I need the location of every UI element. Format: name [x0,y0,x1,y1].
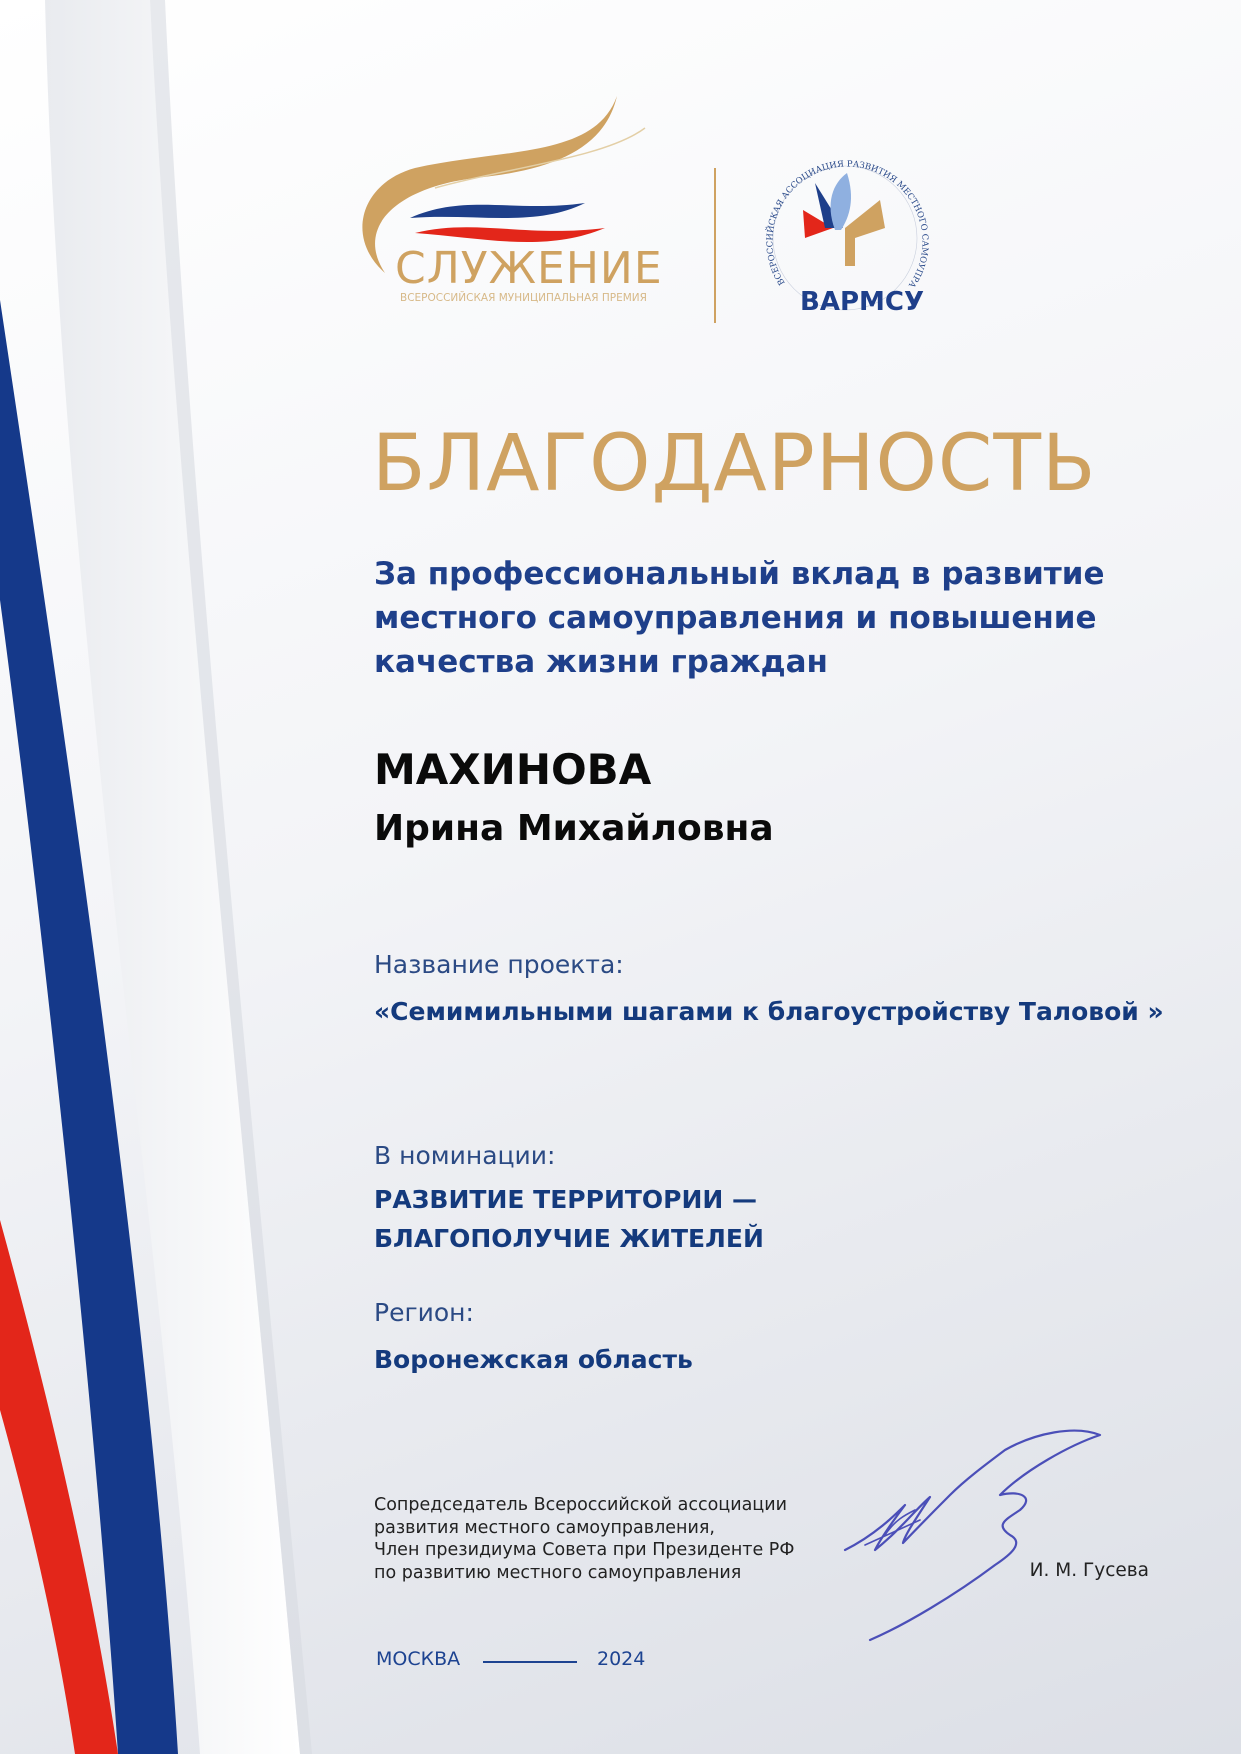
svg-text:ВСЕРОССИЙСКАЯ МУНИЦИПАЛЬНАЯ ПР: ВСЕРОССИЙСКАЯ МУНИЦИПАЛЬНАЯ ПРЕМИЯ [400,292,647,304]
nomination-label: В номинации: [374,1141,556,1170]
nomination-line-1: РАЗВИТИЕ ТЕРРИТОРИИ — [374,1185,758,1214]
svg-text:СЛУЖЕНИЕ: СЛУЖЕНИЕ [395,243,663,294]
tricolor-ribbon-decoration [0,0,330,1754]
handwritten-signature [835,1425,1120,1645]
footer-city: МОСКВА [376,1648,461,1670]
footer-divider [483,1661,577,1663]
signer-position [374,1494,794,1584]
position-line: Член президиума Совета при Президенте РФ [374,1540,795,1560]
svg-text:ВСЕРОССИЙСКАЯ АССОЦИАЦИЯ РАЗВИ: ВСЕРОССИЙСКАЯ АССОЦИАЦИЯ РАЗВИТИЯ МЕСТНОГО САМОУПРА [765,159,930,290]
project-label: Название проекта: [374,950,624,979]
signer-name: И. М. Гусева [1029,1560,1149,1581]
certificate-title: БЛАГОДАРНОСТЬ [372,419,1097,509]
region-label: Регион: [374,1298,474,1327]
recipient-given-names: Ирина Михайловна [374,808,774,849]
logos-header [355,88,955,328]
project-name: «Семимильными шагами к благоустройству Таловой » [374,997,1164,1026]
footer-year: 2024 [597,1648,646,1670]
position-line: Сопредседатель Всероссийской ассоциации [374,1495,787,1515]
position-line: по развитию местного самоуправления [374,1562,742,1583]
certificate-subtitle: За профессиональный вклад в развитие местного самоуправления и повышение качества жизни граждан [374,556,1105,680]
sluzhenie-logo [355,88,955,328]
svg-text:ВАРМСУ: ВАРМСУ [800,287,924,317]
region-name: Воронежская область [374,1345,693,1374]
nomination-line-2: БЛАГОПОЛУЧИЕ ЖИТЕЛЕЙ [374,1224,764,1253]
position-line: развития местного самоуправления, [374,1517,715,1538]
recipient-surname: МАХИНОВА [374,745,652,794]
